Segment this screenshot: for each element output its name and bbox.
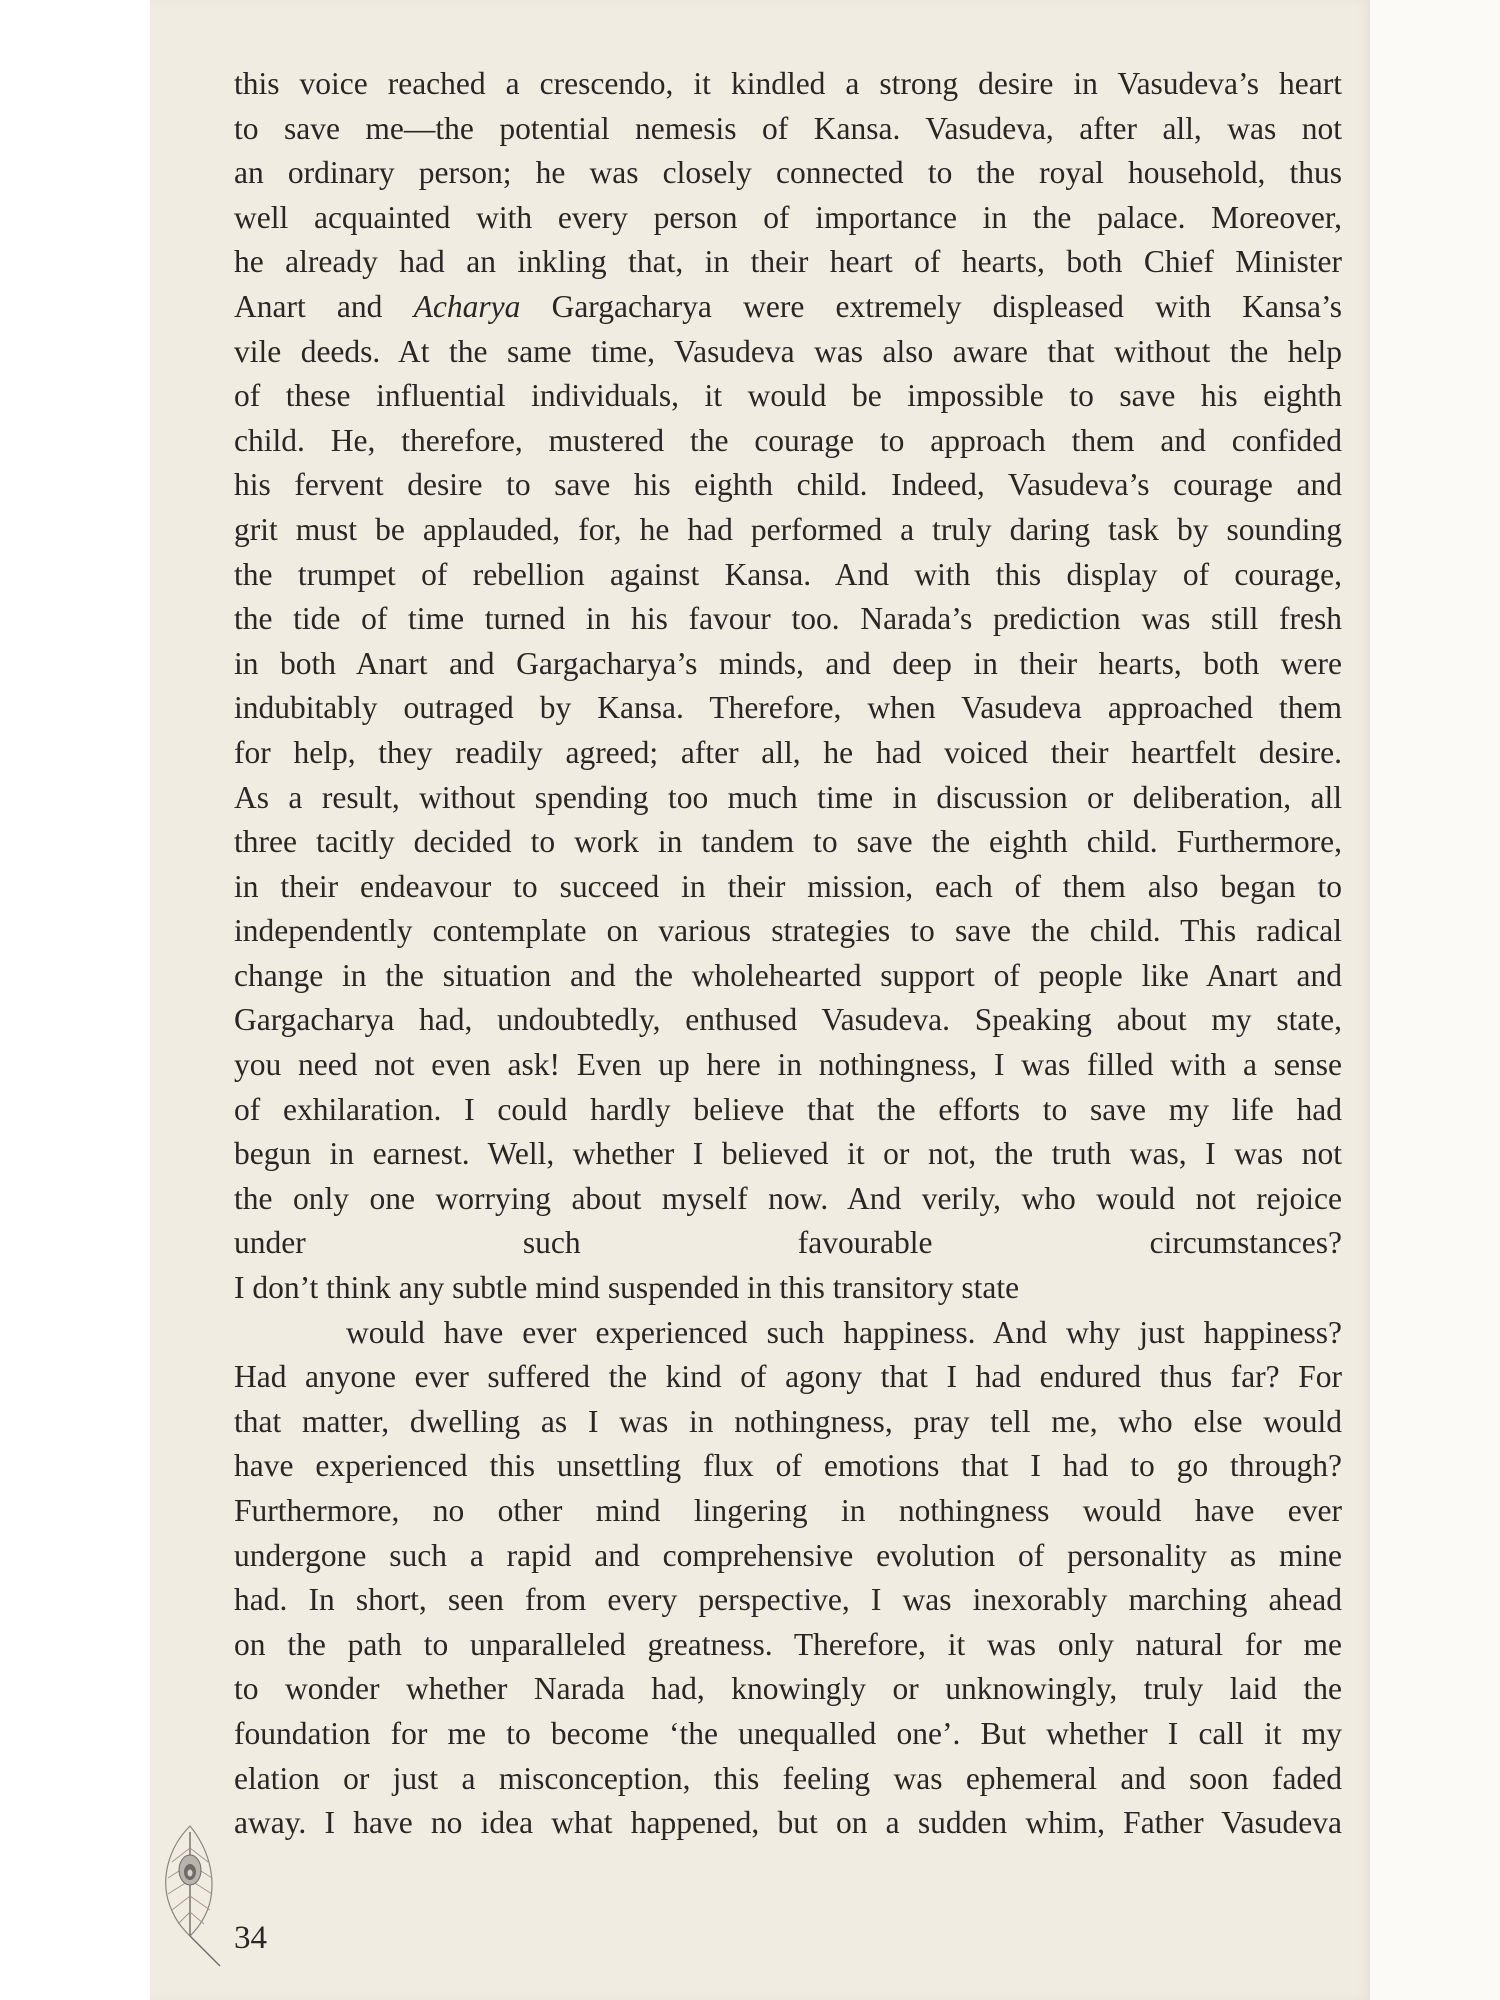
text-line: you need not even ask! Even up here in nothingness, I was filled with a sense: [234, 1047, 1342, 1083]
text-line: have experienced this unsettling flux of emotions that I had to go through?: [234, 1448, 1342, 1484]
text-line: three tacitly decided to work in tandem to save the eighth child. Furthermore,: [234, 824, 1342, 860]
text-line: that matter, dwelling as I was in nothingness, pray tell me, who else would: [234, 1403, 1342, 1439]
text-line: undergone such a rapid and comprehensive evolution of personality as mine: [234, 1537, 1342, 1573]
text-line: this voice reached a crescendo, it kindled a strong desire in Vasudeva’s heart: [234, 66, 1342, 101]
text-line: Gargacharya had, undoubtedly, enthused Vasudeva. Speaking about my state,: [234, 1002, 1342, 1038]
peacock-feather-icon: [150, 1818, 230, 1968]
text-line-paragraph-end: I don’t think any subtle mind suspended in this transitory state: [234, 1270, 1020, 1306]
text-line: the trumpet of rebellion against Kansa. And with this display of courage,: [234, 556, 1342, 592]
text-line: of these influential individuals, it would be impossible to save his eighth: [234, 378, 1342, 414]
body-text: [234, 62, 1342, 1890]
text-segment: Gargacharya were extremely displeased with Kansa’s: [551, 288, 1343, 324]
text-line: had. In short, seen from every perspective, I was inexorably marching ahead: [234, 1582, 1342, 1618]
italic-term: Acharya: [413, 288, 521, 324]
text-line: foundation for me to become ‘the unequalled one’. But whether I call it my: [234, 1715, 1342, 1751]
text-line: on the path to unparalleled greatness. Therefore, it was only natural for me: [234, 1626, 1342, 1662]
text-line: indubitably outraged by Kansa. Therefore, when Vasudeva approached them: [234, 690, 1342, 726]
text-line: elation or just a misconception, this feeling was ephemeral and soon faded: [234, 1760, 1342, 1796]
text-line: his fervent desire to save his eighth child. Indeed, Vasudeva’s courage and: [234, 467, 1342, 503]
text-line: away. I have no idea what happened, but on a sudden whim, Father Vasudeva: [234, 1805, 1342, 1841]
text-line: Furthermore, no other mind lingering in nothingness would have ever: [234, 1493, 1342, 1528]
text-line: vile deeds. At the same time, Vasudeva was also aware that without the help: [234, 333, 1342, 369]
text-line: change in the situation and the wholehearted support of people like Anart and: [234, 957, 1342, 993]
text-line: [234, 1846, 1342, 1891]
text-line: to wonder whether Narada had, knowingly or unknowingly, truly laid the: [234, 1671, 1342, 1707]
text-line: grit must be applauded, for, he had performed a truly daring task by sounding: [234, 511, 1342, 547]
text-segment: Anart and: [234, 288, 383, 324]
text-line-mixed: [234, 285, 1342, 330]
text-line: the tide of time turned in his favour too. Narada’s prediction was still fresh: [234, 601, 1342, 637]
text-line: under such favourable circumstances?: [234, 1225, 1342, 1261]
page-margin: [1370, 0, 1500, 2000]
page-number: 34: [234, 1920, 267, 1956]
text-line: well acquainted with every person of importance in the palace. Moreover,: [234, 199, 1342, 235]
text-line: child. He, therefore, mustered the courage to approach them and confided: [234, 422, 1342, 458]
text-line-paragraph-start: would have ever experienced such happiness. And why just happiness?: [346, 1314, 1342, 1350]
text-line: the only one worrying about myself now. And verily, who would not rejoice: [234, 1180, 1342, 1216]
text-line: an ordinary person; he was closely connected to the royal household, thus: [234, 155, 1342, 191]
text-line: As a result, without spending too much time in discussion or deliberation, all: [234, 779, 1342, 815]
text-line: for help, they readily agreed; after all, he had voiced their heartfelt desire.: [234, 734, 1342, 770]
text-line: Had anyone ever suffered the kind of agony that I had endured thus far? For: [234, 1359, 1342, 1395]
text-line: begun in earnest. Well, whether I believed it or not, the truth was, I was not: [234, 1136, 1342, 1172]
text-line: of exhilaration. I could hardly believe that the efforts to save my life had: [234, 1091, 1342, 1127]
text-line: he already had an inkling that, in their heart of hearts, both Chief Minister: [234, 244, 1342, 280]
text-line: independently contemplate on various strategies to save the child. This radical: [234, 913, 1342, 949]
text-line: to save me—the potential nemesis of Kansa. Vasudeva, after all, was not: [234, 110, 1342, 146]
text-line: in their endeavour to succeed in their mission, each of them also began to: [234, 868, 1342, 904]
text-line: in both Anart and Gargacharya’s minds, and deep in their hearts, both were: [234, 645, 1342, 681]
